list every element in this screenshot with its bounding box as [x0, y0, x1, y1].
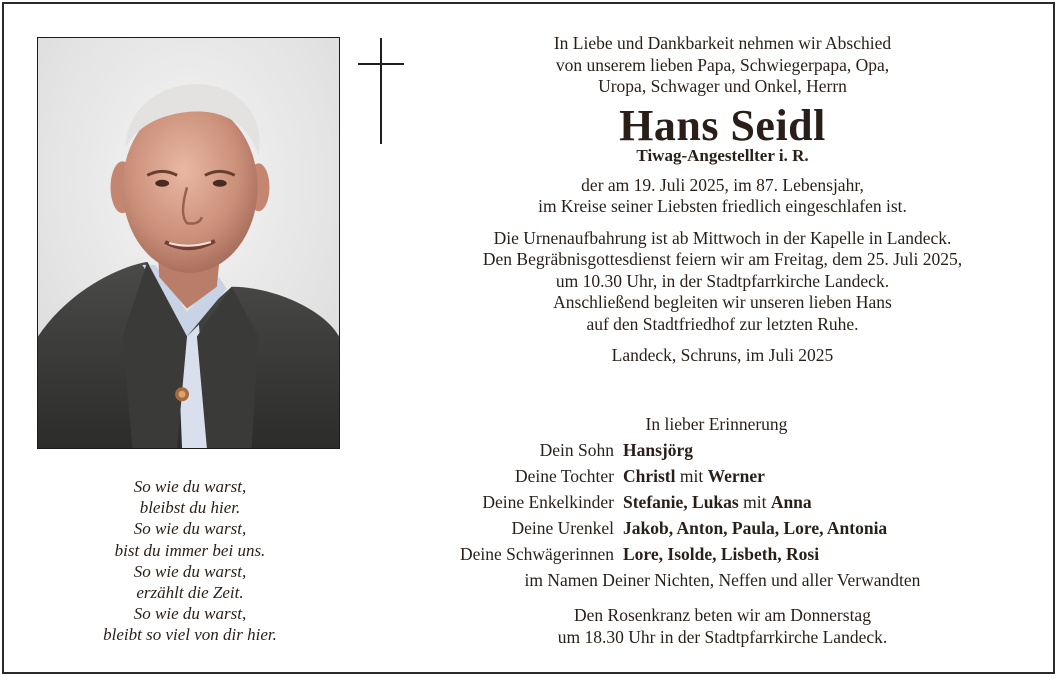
notice-text — [420, 33, 1025, 367]
mourner-row — [420, 463, 1025, 489]
mourner-row — [420, 437, 1025, 463]
poem-line: bleibt so viel von dir hier. — [103, 625, 277, 645]
mourner-partner: Werner — [707, 466, 765, 486]
mourner-names: Jakob, Anton, Paula, Lore, Antonia — [623, 518, 888, 538]
mourner-names: Stefanie, Lukas — [623, 492, 739, 512]
service-line: um 10.30 Uhr, in der Stadtpfarrkirche Landeck. — [555, 270, 890, 291]
mourner-partner: Anna — [770, 492, 812, 512]
mourner-joiner: mit — [679, 466, 704, 486]
poem-line: bleibst du hier. — [139, 498, 241, 518]
poem-line: So wie du warst, — [133, 604, 247, 624]
deceased-title: Tiwag-Angestellter i. R. — [636, 145, 809, 165]
mourner-relation: Deine Tochter — [514, 466, 614, 486]
relatives-line: im Namen Deiner Nichten, Neffen und aller Verwandten — [524, 570, 921, 590]
mourner-relation: Deine Urenkel — [511, 518, 614, 538]
rosary-notice — [420, 604, 1025, 648]
remembrance-heading: In lieber Erinnerung — [645, 414, 788, 434]
poem-line: So wie du warst, — [133, 477, 247, 496]
poem-line: So wie du warst, — [133, 519, 247, 539]
mourner-names: Christl — [623, 466, 676, 486]
mourner-relation: Deine Schwägerinnen — [459, 544, 614, 564]
poem-line: bist du immer bei uns. — [114, 540, 266, 560]
mourner-relation: Dein Sohn — [539, 440, 614, 460]
place-date: Landeck, Schruns, im Juli 2025 — [611, 345, 834, 365]
death-line: im Kreise seiner Liebsten friedlich eingeschlafen ist. — [538, 196, 907, 216]
intro-line: Uropa, Schwager und Onkel, Herrn — [598, 76, 847, 96]
deceased-name: Hans Seidl — [619, 100, 826, 150]
mourner-joiner: mit — [743, 492, 767, 512]
mourners-list — [420, 411, 1025, 593]
service-line: Den Begräbnisgottesdienst feiern wir am Freitag, dem 25. Juli 2025, — [482, 249, 963, 269]
mourner-row — [420, 489, 1025, 515]
poem — [40, 476, 340, 646]
service-line: auf den Stadtfriedhof zur letzten Ruhe. — [586, 313, 859, 334]
poem-line: erzählt die Zeit. — [136, 583, 244, 603]
mourner-names: Lore, Isolde, Lisbeth, Rosi — [623, 544, 820, 564]
death-line: der am 19. Juli 2025, im 87. Lebensjahr, — [581, 174, 864, 195]
intro-line: In Liebe und Dankbarkeit nehmen wir Abschied — [553, 33, 892, 53]
mourner-relation: Deine Enkelkinder — [482, 492, 614, 512]
mourner-row — [420, 515, 1025, 541]
service-line: Die Urnenaufbahrung ist ab Mittwoch in der Kapelle in Landeck. — [493, 227, 952, 248]
cross-icon — [358, 38, 406, 144]
intro-line: von unserem lieben Papa, Schwiegerpapa, Opa, — [555, 54, 890, 75]
mourner-row — [420, 541, 1025, 567]
poem-line: So wie du warst, — [133, 561, 247, 581]
mourner-names: Hansjörg — [623, 440, 693, 460]
portrait-photo — [37, 37, 340, 449]
rosary-line: Den Rosenkranz beten wir am Donnerstag — [574, 605, 871, 625]
rosary-line: um 18.30 Uhr in der Stadtpfarrkirche Landeck. — [557, 627, 888, 647]
service-line: Anschließend begleiten wir unseren lieben Hans — [553, 292, 892, 312]
